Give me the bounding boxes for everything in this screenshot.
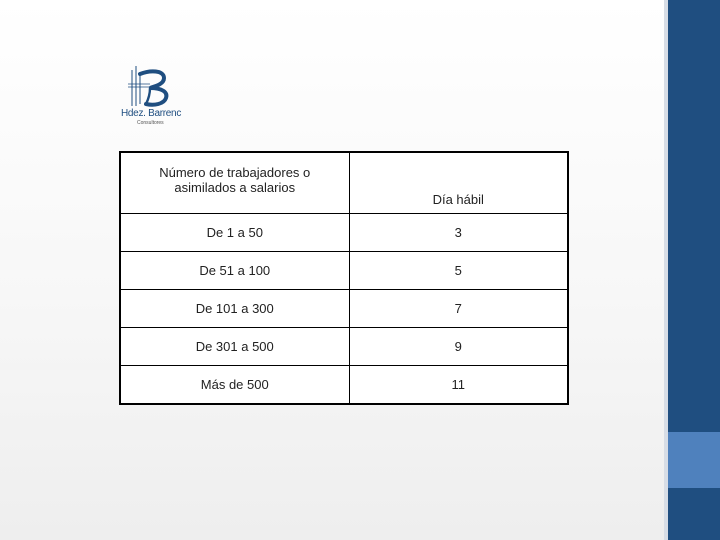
cell-business-day: 9 [349, 328, 568, 366]
cell-workers-range: De 51 a 100 [120, 252, 349, 290]
cell-business-day: 5 [349, 252, 568, 290]
cell-workers-range: De 1 a 50 [120, 214, 349, 252]
table-row [120, 366, 568, 405]
company-logo [116, 64, 194, 132]
header-workers: Número de trabajadores o asimilados a salarios [120, 152, 349, 214]
table-row [120, 214, 568, 252]
cell-business-day: 3 [349, 214, 568, 252]
table-row [120, 252, 568, 290]
logo-brand-name: Hdez. Barrenc [121, 108, 182, 119]
cell-workers-range: De 101 a 300 [120, 290, 349, 328]
logo-subtitle: Consultores [137, 120, 164, 126]
cell-workers-range: Más de 500 [120, 366, 349, 405]
table-row [120, 290, 568, 328]
table-row [120, 328, 568, 366]
cell-workers-range: De 301 a 500 [120, 328, 349, 366]
header-business-day: Día hábil [349, 152, 568, 214]
logo-mark-icon [116, 64, 194, 110]
table-header-row [120, 152, 568, 214]
cell-business-day: 7 [349, 290, 568, 328]
schedule-table [119, 151, 569, 405]
side-accent-block [668, 432, 720, 488]
cell-business-day: 11 [349, 366, 568, 405]
